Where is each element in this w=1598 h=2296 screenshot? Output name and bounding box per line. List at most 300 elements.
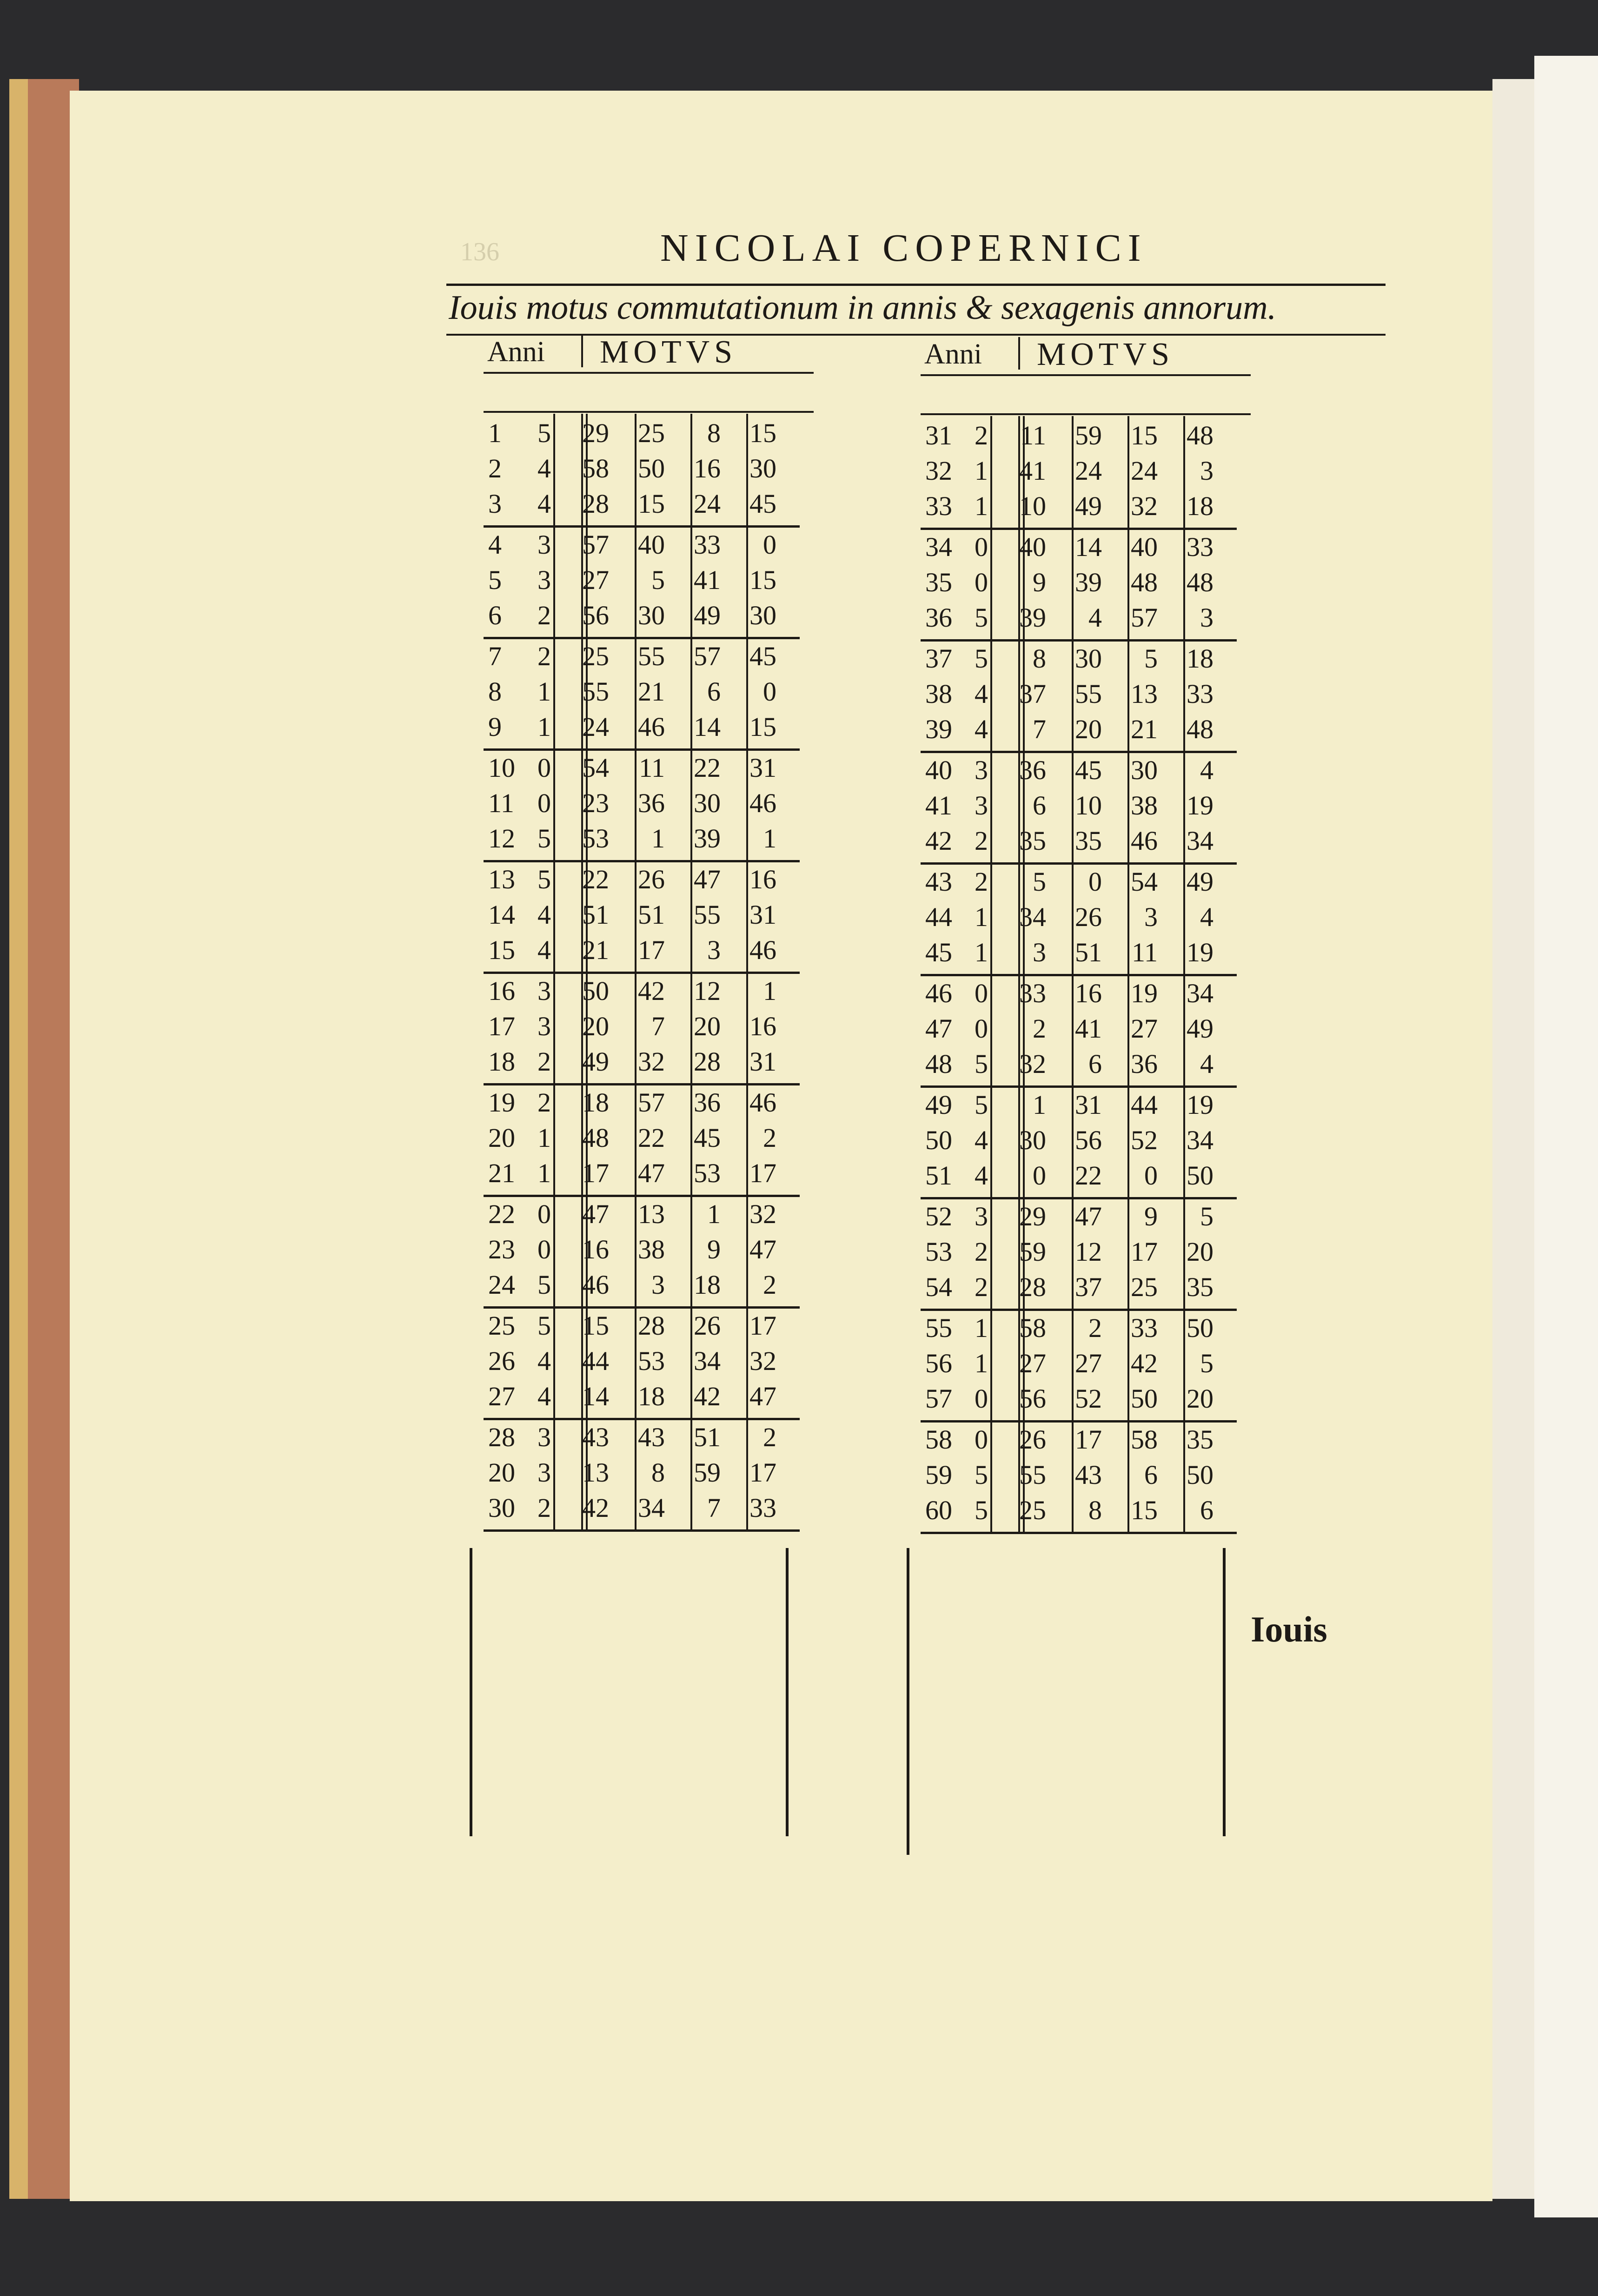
year-cell: 2 [488,453,502,483]
motus-cell: 32 [749,1346,776,1376]
motus-cell: 8 [707,418,721,448]
table-row [921,862,1237,898]
year-cell: 18 [488,1046,515,1077]
motus-cell: 32 [1131,491,1158,521]
motus-cell: 55 [638,641,665,671]
motus-cell: 25 [582,641,609,671]
year-cell: 41 [925,790,952,820]
year-cell: 39 [925,714,952,744]
left-extension-rule-a [470,1548,472,1836]
year-cell: 30 [488,1493,515,1523]
table-row [484,1154,800,1189]
motus-cell: 1 [975,1348,988,1378]
table-row [921,1045,1237,1080]
year-cell: 54 [925,1272,952,1302]
motus-cell: 0 [975,532,988,562]
motus-cell: 48 [1187,714,1213,744]
motus-cell: 0 [975,1383,988,1414]
motus-cell: 4 [537,1381,551,1411]
table-row [484,1489,800,1524]
motus-cell: 32 [1019,1049,1046,1079]
year-cell: 55 [925,1313,952,1343]
motus-cell: 7 [651,1011,665,1041]
motus-cell: 5 [975,1495,988,1525]
motus-cell: 17 [638,935,665,965]
motus-cell: 32 [749,1199,776,1229]
motus-cell: 19 [1187,937,1213,967]
motus-cell: 20 [1187,1383,1213,1414]
motus-cell: 31 [1075,1090,1102,1120]
motus-cell: 8 [651,1457,665,1488]
table-row [484,1042,800,1078]
motus-cell: 48 [582,1123,609,1153]
header-separator [581,335,583,367]
motus-cell: 2 [537,1046,551,1077]
motus-cell: 3 [537,529,551,560]
motus-cell: 46 [749,1087,776,1118]
motus-label: MOTVS [600,334,737,370]
motus-cell: 0 [537,753,551,783]
row-group [921,1420,1237,1534]
motus-cell: 15 [1131,1495,1158,1525]
motus-cell: 0 [537,788,551,818]
motus-cell: 4 [975,1125,988,1155]
unit-tick-row [484,372,814,413]
table-row [921,675,1237,710]
motus-cell: 52 [1075,1383,1102,1414]
motus-cell: 55 [1075,679,1102,709]
year-cell: 32 [925,456,952,486]
motus-cell: 22 [694,753,721,783]
motus-cell: 50 [1187,1460,1213,1490]
motus-cell: 1 [537,676,551,707]
motus-cell: 20 [694,1011,721,1041]
table-row [921,1268,1237,1303]
motus-cell: 25 [1019,1495,1046,1525]
table-row [484,637,800,672]
year-cell: 56 [925,1348,952,1378]
table-title: Iouis motus commutationum in annis & sexagenis annorum. [449,289,1277,327]
motus-cell: 41 [1075,1013,1102,1044]
motus-cell: 20 [1187,1237,1213,1267]
row-group [484,1083,800,1197]
motus-cell: 16 [582,1234,609,1264]
motus-cell: 48 [1187,567,1213,597]
motus-cell: 33 [1131,1313,1158,1343]
table-row [921,821,1237,857]
motus-cell: 48 [1187,420,1213,450]
table-row [921,933,1237,968]
motus-cell: 47 [749,1381,776,1411]
motus-cell: 0 [975,1013,988,1044]
motus-cell: 34 [1187,978,1213,1008]
motus-cell: 4 [975,1160,988,1191]
motus-cell: 25 [638,418,665,448]
motus-cell: 3 [975,790,988,820]
table-row [921,1121,1237,1156]
motus-cell: 15 [749,712,776,742]
motus-cell: 3 [651,1270,665,1300]
table-row [921,487,1237,522]
row-group [484,414,800,528]
table-row [484,672,800,708]
motus-cell: 9 [1033,567,1046,597]
motus-cell: 52 [1131,1125,1158,1155]
running-head: NICOLAI COPERNICI [660,226,1147,270]
table-row [484,819,800,854]
motus-cell: 30 [1131,755,1158,785]
motus-cell: 0 [1088,867,1102,897]
motus-cell: 59 [1019,1237,1046,1267]
table-row [921,786,1237,821]
motus-cell: 50 [1131,1383,1158,1414]
motus-cell: 2 [763,1123,776,1153]
motus-cell: 5 [975,602,988,633]
year-cell: 48 [925,1049,952,1079]
year-cell: 23 [488,1234,515,1264]
table-row [921,1009,1237,1045]
motus-cell: 4 [537,935,551,965]
motus-cell: 1 [763,976,776,1006]
motus-cell: 25 [1131,1272,1158,1302]
motus-cell: 5 [537,418,551,448]
motus-cell: 34 [638,1493,665,1523]
motus-cell: 38 [1131,790,1158,820]
motus-cell: 49 [582,1046,609,1077]
motus-cell: 28 [1019,1272,1046,1302]
motus-cell: 51 [694,1422,721,1452]
motus-cell: 14 [582,1381,609,1411]
year-cell: 45 [925,937,952,967]
table-row [484,449,800,484]
motus-cell: 17 [749,1457,776,1488]
row-group [921,974,1237,1088]
motus-cell: 15 [749,418,776,448]
motus-cell: 4 [975,714,988,744]
motus-cell: 54 [582,753,609,783]
motus-cell: 10 [1019,491,1046,521]
motus-cell: 38 [638,1234,665,1264]
motus-cell: 4 [1200,755,1213,785]
motus-cell: 31 [749,1046,776,1077]
motus-cell: 57 [582,529,609,560]
year-cell: 43 [925,867,952,897]
motus-cell: 42 [582,1493,609,1523]
table-row [484,784,800,819]
motus-cell: 3 [975,1201,988,1231]
table-row [484,525,800,561]
motus-cell: 33 [1187,532,1213,562]
motus-cell: 19 [1131,978,1158,1008]
motus-cell: 27 [1019,1348,1046,1378]
motus-cell: 17 [1075,1424,1102,1455]
motus-cell: 4 [537,453,551,483]
motus-cell: 35 [1187,1272,1213,1302]
table-row [921,710,1237,745]
motus-cell: 1 [1033,1090,1046,1120]
motus-cell: 33 [694,529,721,560]
row-group [484,1195,800,1309]
motus-cell: 13 [1131,679,1158,709]
motus-cell: 21 [582,935,609,965]
motus-cell: 37 [1019,679,1046,709]
year-cell: 58 [925,1424,952,1455]
year-cell: 12 [488,823,515,854]
motus-cell: 47 [638,1158,665,1188]
motus-cell: 5 [975,1460,988,1490]
motus-cell: 28 [638,1310,665,1341]
motus-cell: 46 [638,712,665,742]
year-cell: 44 [925,902,952,932]
year-cell: 16 [488,976,515,1006]
motus-cell: 11 [1132,937,1158,967]
year-cell: 3 [488,489,502,519]
motus-cell: 12 [694,976,721,1006]
row-group [484,637,800,751]
motus-cell: 5 [975,1049,988,1079]
table-row [484,1265,800,1301]
motus-cell: 3 [537,1011,551,1041]
motus-cell: 15 [582,1310,609,1341]
table-row [921,1344,1237,1379]
motus-cell: 3 [707,935,721,965]
motus-cell: 5 [537,823,551,854]
motus-cell: 17 [582,1158,609,1188]
right-extension-rule-b [1223,1548,1226,1836]
motus-cell: 6 [1144,1460,1158,1490]
motus-cell: 3 [1200,602,1213,633]
motus-cell: 46 [749,935,776,965]
motus-cell: 15 [749,565,776,595]
year-cell: 52 [925,1201,952,1231]
motus-cell: 57 [694,641,721,671]
motus-cell: 44 [582,1346,609,1376]
motus-cell: 0 [975,567,988,597]
right-extension-rule-a [907,1548,909,1855]
motus-cell: 34 [1019,902,1046,932]
left-table [484,335,814,1543]
table-row [484,972,800,1007]
motus-cell: 56 [1075,1125,1102,1155]
year-cell: 40 [925,755,952,785]
motus-cell: 2 [537,1493,551,1523]
motus-cell: 39 [1019,602,1046,633]
motus-cell: 36 [694,1087,721,1118]
table-row [484,1083,800,1118]
year-cell: 60 [925,1495,952,1525]
motus-cell: 4 [1088,602,1102,633]
motus-cell: 5 [537,1270,551,1300]
year-cell: 24 [488,1270,515,1300]
motus-cell: 2 [1033,1013,1046,1044]
motus-cell: 27 [582,565,609,595]
table-row [484,1306,800,1342]
motus-cell: 53 [694,1158,721,1188]
motus-cell: 45 [694,1123,721,1153]
motus-cell: 55 [1019,1460,1046,1490]
motus-cell: 30 [1019,1125,1046,1155]
motus-cell: 46 [1131,826,1158,856]
year-cell: 20 [488,1457,515,1488]
motus-cell: 5 [1033,867,1046,897]
table-row [921,451,1237,487]
motus-cell: 45 [1075,755,1102,785]
motus-cell: 49 [1187,867,1213,897]
motus-cell: 35 [1019,826,1046,856]
anni-label: Anni [924,338,982,370]
motus-cell: 3 [1033,937,1046,967]
unit-tick-row [921,374,1251,415]
row-group [484,1306,800,1420]
motus-cell: 34 [694,1346,721,1376]
motus-cell: 35 [1075,826,1102,856]
motus-cell: 31 [749,753,776,783]
year-cell: 13 [488,864,515,894]
motus-cell: 36 [638,788,665,818]
year-cell: 11 [488,788,514,818]
motus-cell: 30 [749,453,776,483]
year-cell: 46 [925,978,952,1008]
motus-cell: 42 [694,1381,721,1411]
motus-cell: 47 [1075,1201,1102,1231]
motus-cell: 36 [1019,755,1046,785]
motus-cell: 13 [638,1199,665,1229]
motus-cell: 28 [582,489,609,519]
row-group [484,748,800,862]
year-cell: 10 [488,753,515,783]
motus-cell: 10 [1075,790,1102,820]
year-cell: 21 [488,1158,515,1188]
year-cell: 34 [925,532,952,562]
motus-cell: 45 [749,489,776,519]
year-cell: 47 [925,1013,952,1044]
motus-cell: 0 [763,529,776,560]
table-row [921,416,1237,451]
motus-cell: 59 [1075,420,1102,450]
header-separator [1018,337,1020,370]
table-row [484,596,800,631]
motus-cell: 51 [582,900,609,930]
motus-cell: 51 [1075,937,1102,967]
motus-cell: 5 [1200,1201,1213,1231]
motus-cell: 51 [638,900,665,930]
motus-cell: 2 [763,1422,776,1452]
motus-cell: 50 [582,976,609,1006]
year-cell: 36 [925,602,952,633]
motus-cell: 5 [1144,643,1158,674]
motus-cell: 2 [975,420,988,450]
motus-cell: 36 [1131,1049,1158,1079]
row-group [484,525,800,639]
table-row [921,563,1237,598]
table-row [484,860,800,895]
motus-cell: 33 [1019,978,1046,1008]
motus-cell: 4 [537,1346,551,1376]
motus-cell: 8 [1088,1495,1102,1525]
year-cell: 19 [488,1087,515,1118]
year-cell: 33 [925,491,952,521]
motus-cell: 3 [537,565,551,595]
motus-cell: 18 [1187,643,1213,674]
motus-cell: 16 [1075,978,1102,1008]
year-cell: 25 [488,1310,515,1341]
table-row [921,974,1237,1009]
motus-cell: 6 [1200,1495,1213,1525]
year-cell: 26 [488,1346,515,1376]
row-group [921,1197,1237,1311]
motus-cell: 24 [694,489,721,519]
motus-cell: 26 [694,1310,721,1341]
table-row [484,1342,800,1377]
motus-cell: 58 [1019,1313,1046,1343]
motus-cell: 26 [1075,902,1102,932]
year-cell: 51 [925,1160,952,1191]
motus-cell: 3 [537,976,551,1006]
motus-cell: 3 [1200,456,1213,486]
motus-cell: 1 [975,937,988,967]
motus-cell: 39 [1075,567,1102,597]
table-row [484,484,800,520]
motus-cell: 28 [694,1046,721,1077]
row-group [921,528,1237,642]
table-row [921,1456,1237,1491]
motus-cell: 50 [1187,1160,1213,1191]
motus-cell: 0 [975,1424,988,1455]
motus-cell: 3 [1144,902,1158,932]
motus-cell: 53 [582,823,609,854]
catchword: Iouis [1251,1609,1327,1649]
motus-cell: 34 [1187,826,1213,856]
year-cell: 4 [488,529,502,560]
motus-cell: 4 [537,900,551,930]
motus-cell: 13 [582,1457,609,1488]
table-row [921,1491,1237,1526]
motus-cell: 15 [1131,420,1158,450]
row-group [484,860,800,974]
motus-cell: 17 [1131,1237,1158,1267]
year-cell: 38 [925,679,952,709]
left-extension-rule-b [786,1548,789,1836]
motus-cell: 1 [537,712,551,742]
motus-cell: 0 [1033,1160,1046,1191]
motus-cell: 31 [749,900,776,930]
table-row [921,1232,1237,1268]
motus-cell: 2 [537,600,551,630]
motus-cell: 18 [694,1270,721,1300]
row-group [921,416,1237,530]
motus-cell: 24 [582,712,609,742]
motus-cell: 29 [582,418,609,448]
motus-cell: 30 [638,600,665,630]
motus-cell: 0 [763,676,776,707]
motus-cell: 47 [749,1234,776,1264]
motus-cell: 14 [1075,532,1102,562]
motus-cell: 46 [749,788,776,818]
folio-number: 136 [460,238,499,266]
motus-cell: 1 [537,1158,551,1188]
table-row [484,895,800,931]
motus-cell: 18 [1187,491,1213,521]
row-group [484,1418,800,1532]
year-cell: 8 [488,676,502,707]
motus-cell: 16 [749,1011,776,1041]
left-table-header [484,334,814,370]
motus-cell: 5 [1200,1348,1213,1378]
table-row [484,1195,800,1230]
motus-cell: 6 [1033,790,1046,820]
table-row [921,751,1237,786]
motus-cell: 4 [1200,902,1213,932]
